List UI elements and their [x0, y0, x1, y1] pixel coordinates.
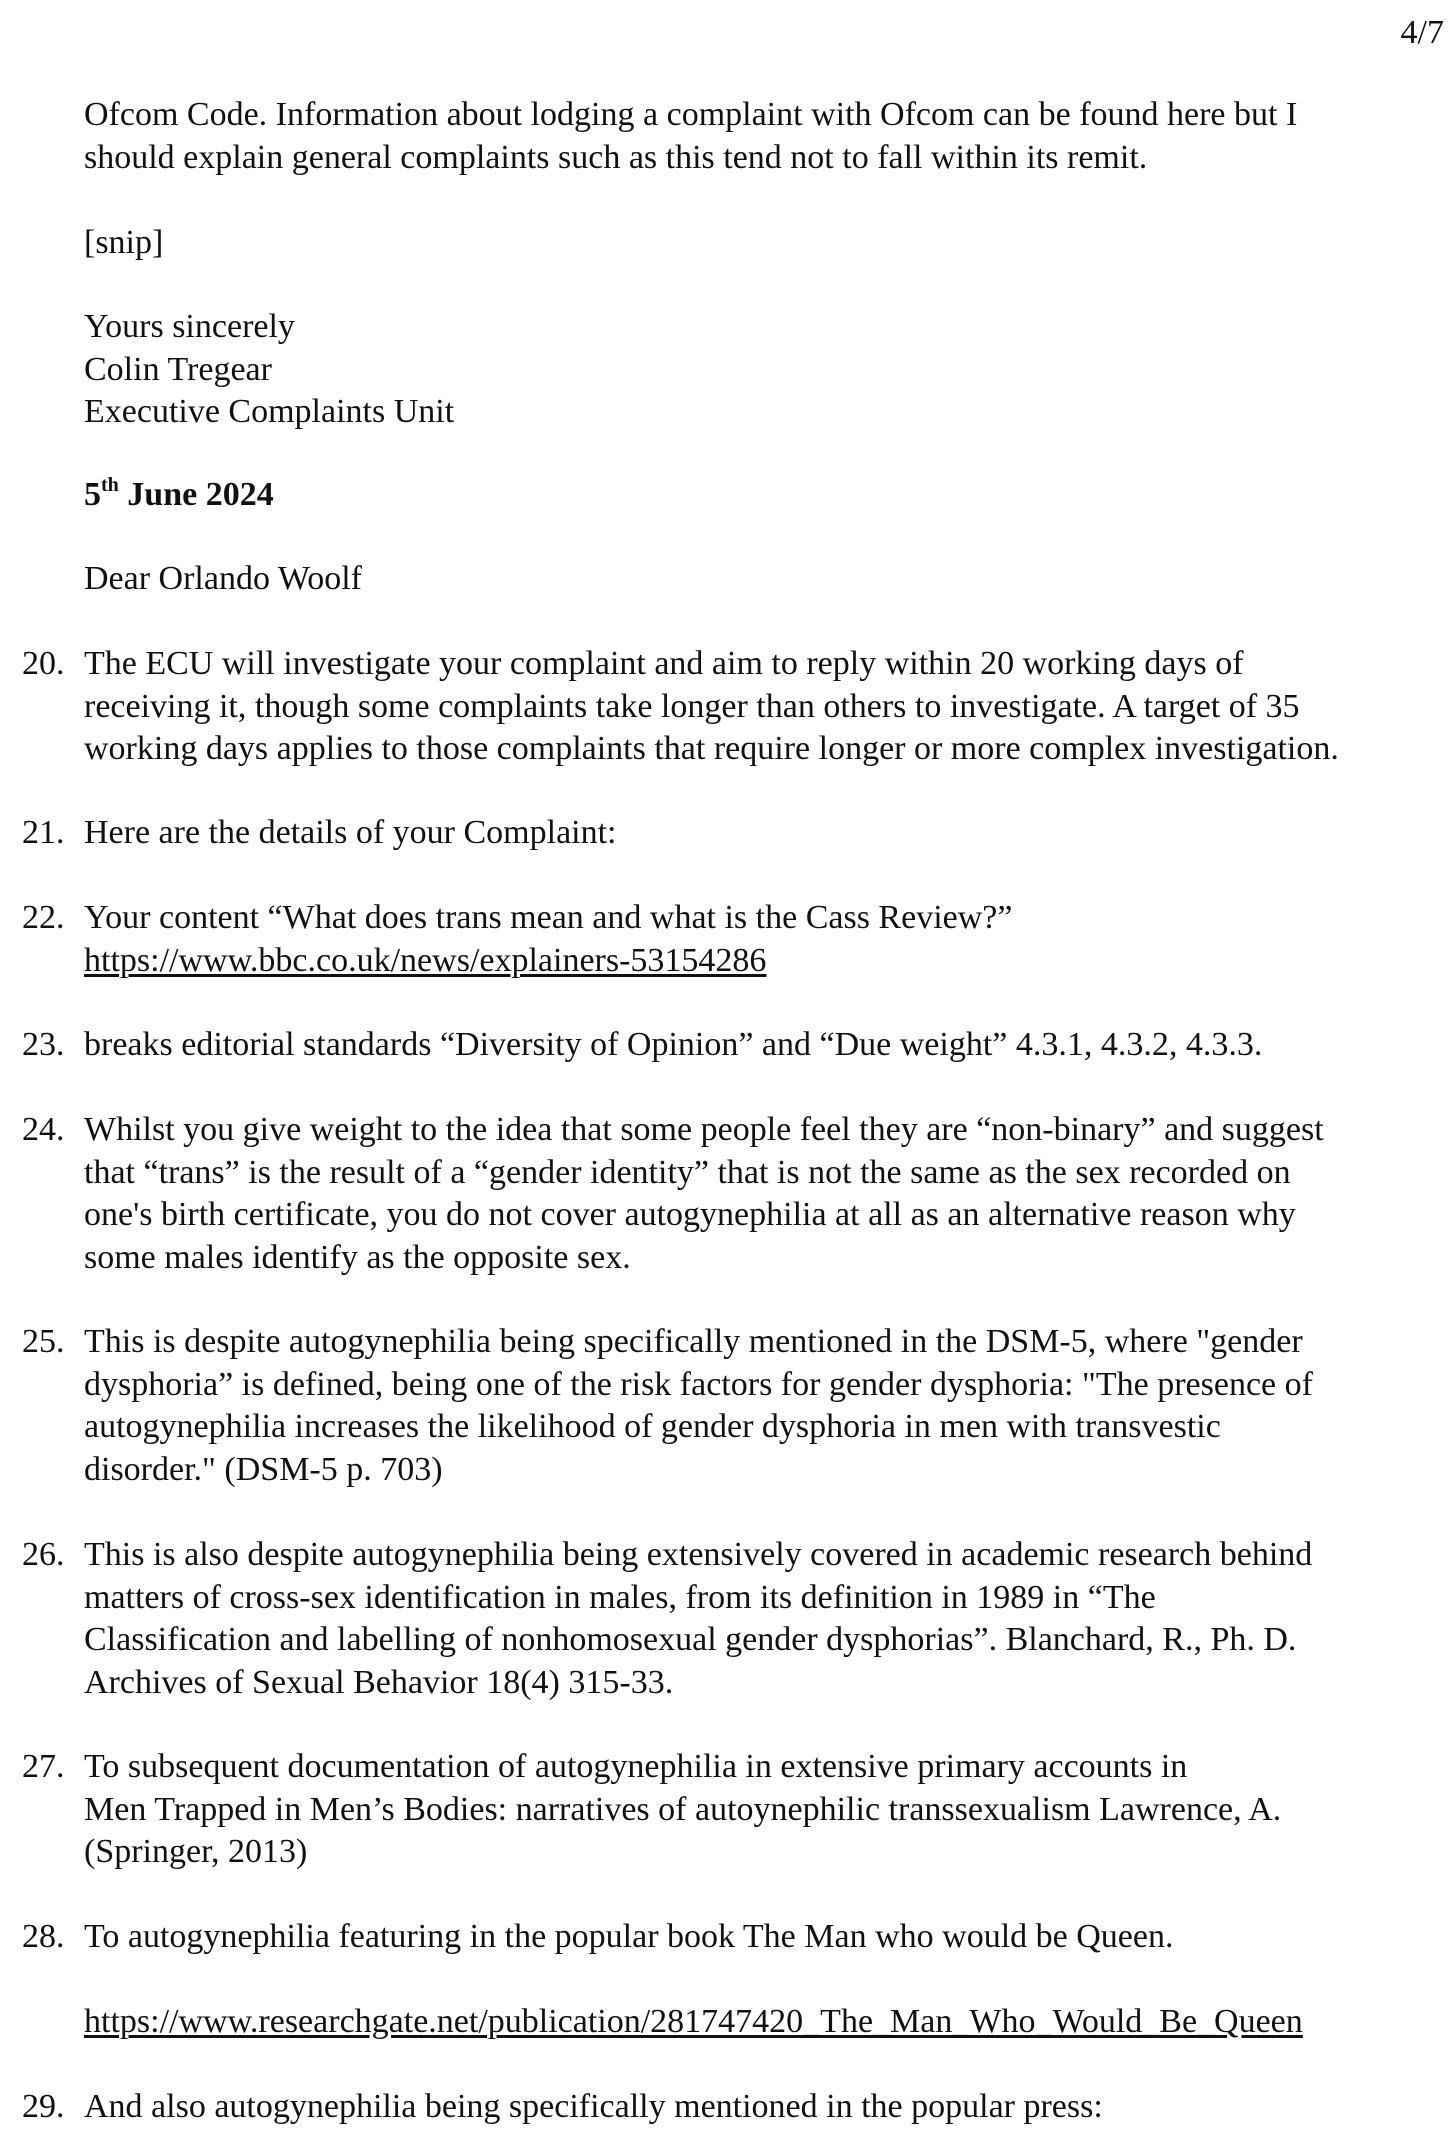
item-line: breaks editorial standards “Diversity of Opinion” and “Due weight” 4.3.1, 4.3.2, 4.3.3.	[84, 1026, 1263, 1063]
numbered-item-26	[22, 1534, 1432, 1704]
item-line: working days applies to those complaints that require longer or more complex investigation.	[84, 730, 1339, 767]
item-text	[84, 1024, 1432, 1067]
item-text	[84, 1916, 1432, 1959]
letter-date	[84, 474, 1424, 517]
item-text	[84, 1746, 1432, 1874]
item-text	[84, 1321, 1432, 1491]
item-number: 21.	[22, 814, 65, 851]
item-line: Men Trapped in Men’s Bodies: narratives of autoynephilic transsexualism Lawrence, A.	[84, 1790, 1282, 1828]
item-number: 29.	[22, 2088, 65, 2125]
item-line: The ECU will investigate your complaint and aim to reply within 20 working days of	[84, 645, 1244, 682]
researchgate-link[interactable]: https://www.researchgate.net/publication/281747420_The_Man_Who_Would_Be_Queen	[84, 2003, 1303, 2040]
snip-marker: [snip]	[84, 224, 164, 261]
date-suffix: th	[101, 474, 119, 496]
signoff	[84, 306, 1424, 434]
bbc-explainer-link[interactable]: https://www.bbc.co.uk/news/explainers-53154286	[84, 941, 767, 979]
item-line: autogynephilia increases the likelihood of gender dysphoria in men with transvestic	[84, 1408, 1221, 1445]
item-line: To subsequent documentation of autogynephilia in extensive primary accounts in	[84, 1748, 1188, 1785]
intro-line: should explain general complaints such as this tend not to fall within its remit.	[84, 138, 1148, 176]
numbered-item-27	[22, 1746, 1432, 1874]
date-day: 5	[84, 476, 101, 513]
salutation: Dear Orlando Woolf	[84, 560, 362, 597]
item-number: 22.	[22, 899, 65, 936]
item-line: Your content “What does trans mean and what is the Cass Review?”	[84, 899, 1013, 936]
item-text	[84, 1109, 1432, 1279]
numbered-item-23	[22, 1024, 1432, 1067]
item-line: (Springer, 2013)	[84, 1833, 308, 1870]
item-line: This is despite autogynephilia being specifically mentioned in the DSM-5, where "gender	[84, 1323, 1303, 1360]
item-line: that “trans” is the result of a “gender identity” that is not the same as the sex recorded on	[84, 1153, 1291, 1191]
item-line: one's birth certificate, you do not cover autogynephilia at all as an alternative reason why	[84, 1196, 1296, 1233]
numbered-item-20	[22, 643, 1432, 771]
signoff-closing: Yours sincerely	[84, 308, 295, 345]
item-number: 24.	[22, 1111, 65, 1148]
item-line: disorder." (DSM-5 p. 703)	[84, 1450, 443, 1488]
numbered-item-21	[22, 812, 1432, 855]
item-line: Classification and labelling of nonhomosexual gender dysphorias”. Blanchard, R., Ph. D.	[84, 1621, 1297, 1658]
item-number: 26.	[22, 1536, 65, 1573]
numbered-item-25	[22, 1321, 1432, 1491]
item-line: Archives of Sexual Behavior 18(4) 315-33.	[84, 1663, 674, 1701]
item-text	[84, 812, 1432, 855]
signoff-name: Colin Tregear	[84, 350, 272, 388]
numbered-item-29	[22, 2086, 1432, 2129]
item-line: receiving it, though some complaints take longer than others to investigate. A target of 35	[84, 687, 1300, 725]
item-number: 27.	[22, 1748, 65, 1785]
item-number: 28.	[22, 1918, 65, 1955]
item-text	[84, 643, 1432, 771]
item-number: 25.	[22, 1323, 65, 1360]
item-line: To autogynephilia featuring in the popular book The Man who would be Queen.	[84, 1918, 1174, 1955]
item-line: And also autogynephilia being specifically mentioned in the popular press:	[84, 2088, 1103, 2125]
numbered-item-28-link-row	[22, 2001, 1432, 2044]
intro-line: Ofcom Code. Information about lodging a complaint with Ofcom can be found here but I	[84, 96, 1298, 133]
item-line: dysphoria” is defined, being one of the risk factors for gender dysphoria: "The presence of	[84, 1365, 1313, 1403]
item-line: some males identify as the opposite sex.	[84, 1238, 631, 1276]
page-number: 4/7	[1400, 14, 1444, 51]
signoff-unit: Executive Complaints Unit	[84, 393, 455, 430]
item-text	[84, 897, 1432, 982]
item-text	[84, 2086, 1432, 2129]
item-line: Whilst you give weight to the idea that some people feel they are “non-binary” and suggest	[84, 1111, 1324, 1148]
numbered-item-22	[22, 897, 1432, 982]
item-number: 20.	[22, 645, 65, 682]
item-text	[84, 1534, 1432, 1704]
item-line: matters of cross-sex identification in males, from its definition in 1989 in “The	[84, 1578, 1156, 1616]
date-rest: June 2024	[118, 476, 274, 513]
item-number: 23.	[22, 1026, 65, 1063]
numbered-item-28	[22, 1916, 1432, 1959]
intro-paragraph	[84, 94, 1424, 179]
item-line: This is also despite autogynephilia being extensively covered in academic research behind	[84, 1536, 1313, 1573]
item-line: Here are the details of your Complaint:	[84, 814, 617, 851]
numbered-item-24	[22, 1109, 1432, 1279]
